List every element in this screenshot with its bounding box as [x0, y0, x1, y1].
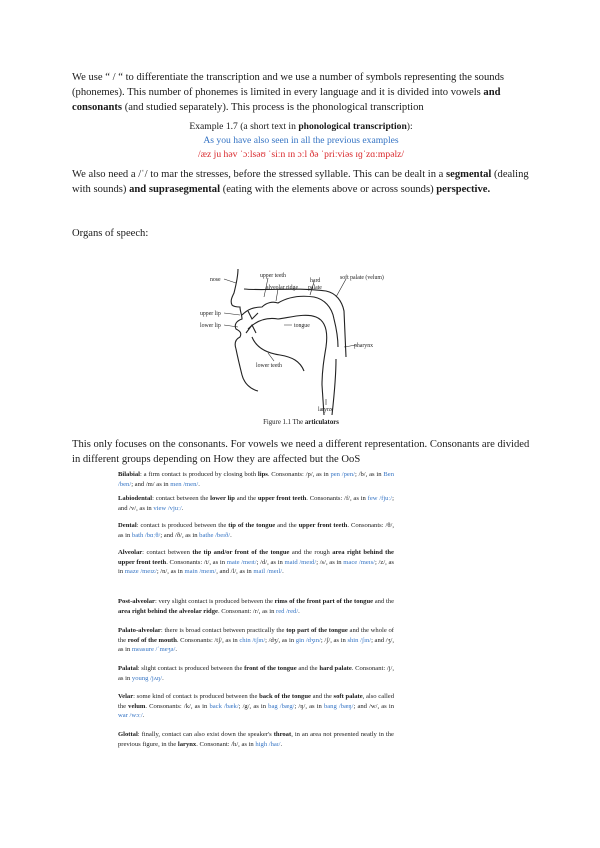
place-labiodental: Labiodental: contact between the lower lip and the upper front teeth. Consonants: /f/, as in few /fjuː/; and /v/, as in view /vjuː/.: [118, 495, 394, 512]
label-nose: nose: [210, 277, 221, 283]
place-palatal: Palatal: slight contact is produced between the front of the tongue and the hard palate. Consonant: /j/, as in young /jʌŋ/.: [118, 665, 394, 682]
place-dental: Dental: contact is produced between the tip of the tongue and the upper front teeth. Consonants: /θ/, as in bath /bɑːθ/; and /ð/, as in bathe /beɪð/.: [118, 522, 394, 539]
label-lower-lip: lower lip: [200, 323, 221, 329]
paragraph-stress: We also need a /ˈ/ to mar the stresses, before the stressed syllable. This can be dealt in a segmental (dealing with sounds) and suprasegmental (eating with the elements above or across sounds) perspective.: [72, 169, 529, 195]
upper-tooth: [248, 311, 258, 319]
text: We use “ / “ to differentiate the transcription and we use a number of symbols representing the sounds (phonemes). This number of phonemes is limited in every language and it is divided into vowels: [72, 72, 504, 98]
label-upper-teeth: upper teeth: [260, 273, 286, 279]
place-palatoalveolar: Palato-alveolar: there is broad contact between practically the top part of the tongue and the whole of the roof of the mouth. Consonants: /tʃ/, as in chin /tʃɪn/; /dʒ/, as in gin /dʒɪn/; /ʃ/, as in shin /ʃɪn/; and /ʒ/, as in measure /ˈmeʒə/.: [118, 627, 394, 654]
label-lower-teeth: lower teeth: [256, 363, 282, 369]
articulators-figure: [196, 267, 410, 417]
figure-caption: Figure 1.1 The articulators: [263, 419, 339, 426]
palate-line: [242, 296, 338, 347]
organs-heading: Organs of speech:: [72, 228, 149, 239]
label-pharynx: pharynx: [354, 343, 373, 349]
place-glottal: Glottal: finally, contact can also exist down the speaker's throat, in an area not presented neatly in the previous figure, in the larynx. Consonant: /h/, as in high /haɪ/.: [118, 731, 394, 748]
place-alveolar: Alveolar: contact between the tip and/or front of the tongue and the rough area right behind the upper front teeth. Consonants: /t/, as in mate /meɪt/; /d/, as in maid /meɪd/; /s/, as in mace /meɪs/; /z/, as in maze /meɪz/; /n/, as in main /meɪn/, and /l/, as in mail /meɪl/.: [118, 549, 394, 576]
paragraph-consonants: This only focuses on the consonants. For vowels we need a different representation. Consonants are divided in different groups depending on How they are affected but the OoS: [72, 439, 530, 465]
label-palate: palate: [308, 285, 322, 291]
place-postalveolar: Post-alveolar: very slight contact is produced between the rims of the front part of the tongue and the area right behind the alveolar ridge. Consonant: /r/, as in red /red/.: [118, 598, 394, 615]
lower-tooth: [246, 325, 256, 333]
paragraph-transcription: [72, 70, 530, 115]
label-tongue: tongue: [294, 323, 310, 329]
label-larynx: larynx: [318, 407, 333, 413]
example-intro: Example 1.7 (a short text in phonological transcription):: [189, 121, 413, 132]
label-soft-palate: soft palate (velum): [340, 275, 384, 281]
bold-text: and consonants: [72, 87, 501, 113]
label-upper-lip: upper lip: [200, 311, 221, 317]
text: (and studied separately). This process is the phonological transcription: [122, 102, 424, 113]
label-hard: hard: [310, 278, 321, 284]
place-velar: Velar: some kind of contact is produced between the back of the tongue and the soft palate, also called the velum. Consonants: /k/, as in back /bæk/; /g/, as in bag /bæg/; /ŋ/, as in bang /bæŋ/; and /w/, as in war /wɔː/.: [118, 693, 395, 720]
tongue-line: [248, 315, 327, 385]
place-bilabial: Bilabial: a firm contact is produced by closing both lips. Consonants: /p/, as in pen /pen/; /b/, as in Ben /ben/; and /m/ as in men /men/.: [118, 471, 395, 488]
label-alveolar-ridge: alveolar ridge: [266, 285, 299, 291]
example-orthographic-line: As you have also seen in all the previous examples: [203, 135, 399, 146]
example-transcription-line: /æz ju həv ˈɔːlsəʊ ˈsiːn ɪn ɔːl ðə ˈpriːviəs ɪɡˈzɑːmpəlz/: [197, 149, 405, 160]
